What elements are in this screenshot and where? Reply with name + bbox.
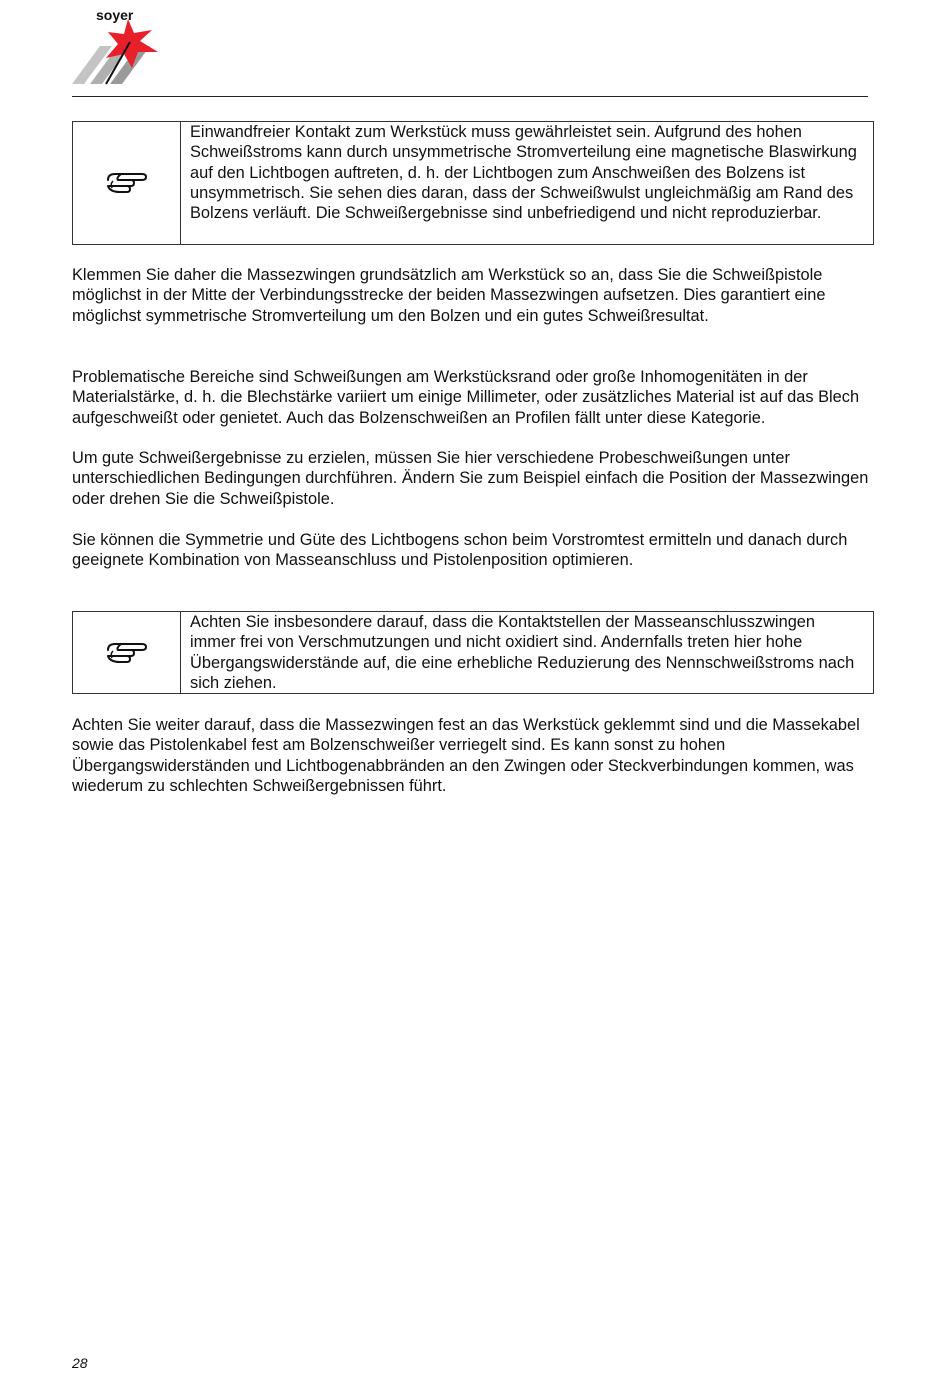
note-icon-cell — [73, 612, 181, 693]
note-text: Achten Sie insbesondere darauf, dass die Kontaktstellen der Masseanschlusszwingen immer frei von Verschmutzungen und nicht oxidiert sind. Andernfalls treten hier hohe Übergangswiderstände auf, die eine erhebliche Reduzierung des Nennschweißstroms nach sich ziehen. — [190, 613, 855, 692]
soyer-logo — [70, 6, 170, 88]
note-icon-cell — [73, 122, 181, 244]
note-text: Einwandfreier Kontakt zum Werkstück muss gewährleistet sein. Aufgrund des hohen Schweißstroms kann durch unsymmetrische Stromverteilung eine magnetische Blaswirkung auf den Lichtbogen auftreten, d. h. der Lichtbogen zum Anschweißen des Bolzens ist unsymmetrisch. Sie sehen dies daran, dass der Schweißwulst ungleichmäßig am Rand des Bolzens verläuft. Die Schweißergebnisse sind unbefriedigend und nicht reproduzierbar. — [190, 123, 857, 223]
note-box-contact — [72, 121, 874, 245]
pointing-hand-icon — [106, 640, 148, 666]
paragraph: Problematische Bereiche sind Schweißungen am Werkstücksrand oder große Inhomogenitäten in der Materialstärke, d. h. die Blechstärke variiert um einige Millimeter, oder zusätzliches Material ist auf das Blech aufgeschweißt oder genietet. Auch das Bolzenschweißen an Profilen fällt unter diese Kategorie. — [72, 368, 860, 427]
note-box-contact-points — [72, 611, 874, 694]
pointing-hand-icon — [106, 170, 148, 196]
page-number: 28 — [72, 1355, 88, 1371]
header-divider — [72, 96, 868, 97]
paragraph: Klemmen Sie daher die Massezwingen grundsätzlich am Werkstück so an, dass Sie die Schweißpistole möglichst in der Mitte der Verbindungsstrecke der beiden Massezwingen aufsetzen. Dies garantiert eine möglichst symmetrische Stromverteilung um den Bolzen und ein gutes Schweißresultat. — [72, 266, 826, 325]
paragraph: Sie können die Symmetrie und Güte des Lichtbogens schon beim Vorstromtest ermitteln und danach durch geeignete Kombination von Masseanschluss und Pistolenposition optimieren. — [72, 531, 848, 570]
paragraph: Um gute Schweißergebnisse zu erzielen, müssen Sie hier verschiedene Probeschweißungen unter unterschiedlichen Bedingungen durchführen. Ändern Sie zum Beispiel einfach die Position der Massezwingen oder drehen Sie die Schweißpistole. — [72, 449, 869, 508]
paragraph: Achten Sie weiter darauf, dass die Massezwingen fest an das Werkstück geklemmt sind und die Massekabel sowie das Pistolenkabel fest am Bolzenschweißer verriegelt sind. Es kann sonst zu hohen Übergangswiderständen und Lichtbogenabbränden an den Zwingen oder Steckverbindungen kommen, was wiederum zu schlechten Schweißergebnissen führt. — [72, 716, 860, 795]
logo-text: soyer — [96, 7, 134, 23]
